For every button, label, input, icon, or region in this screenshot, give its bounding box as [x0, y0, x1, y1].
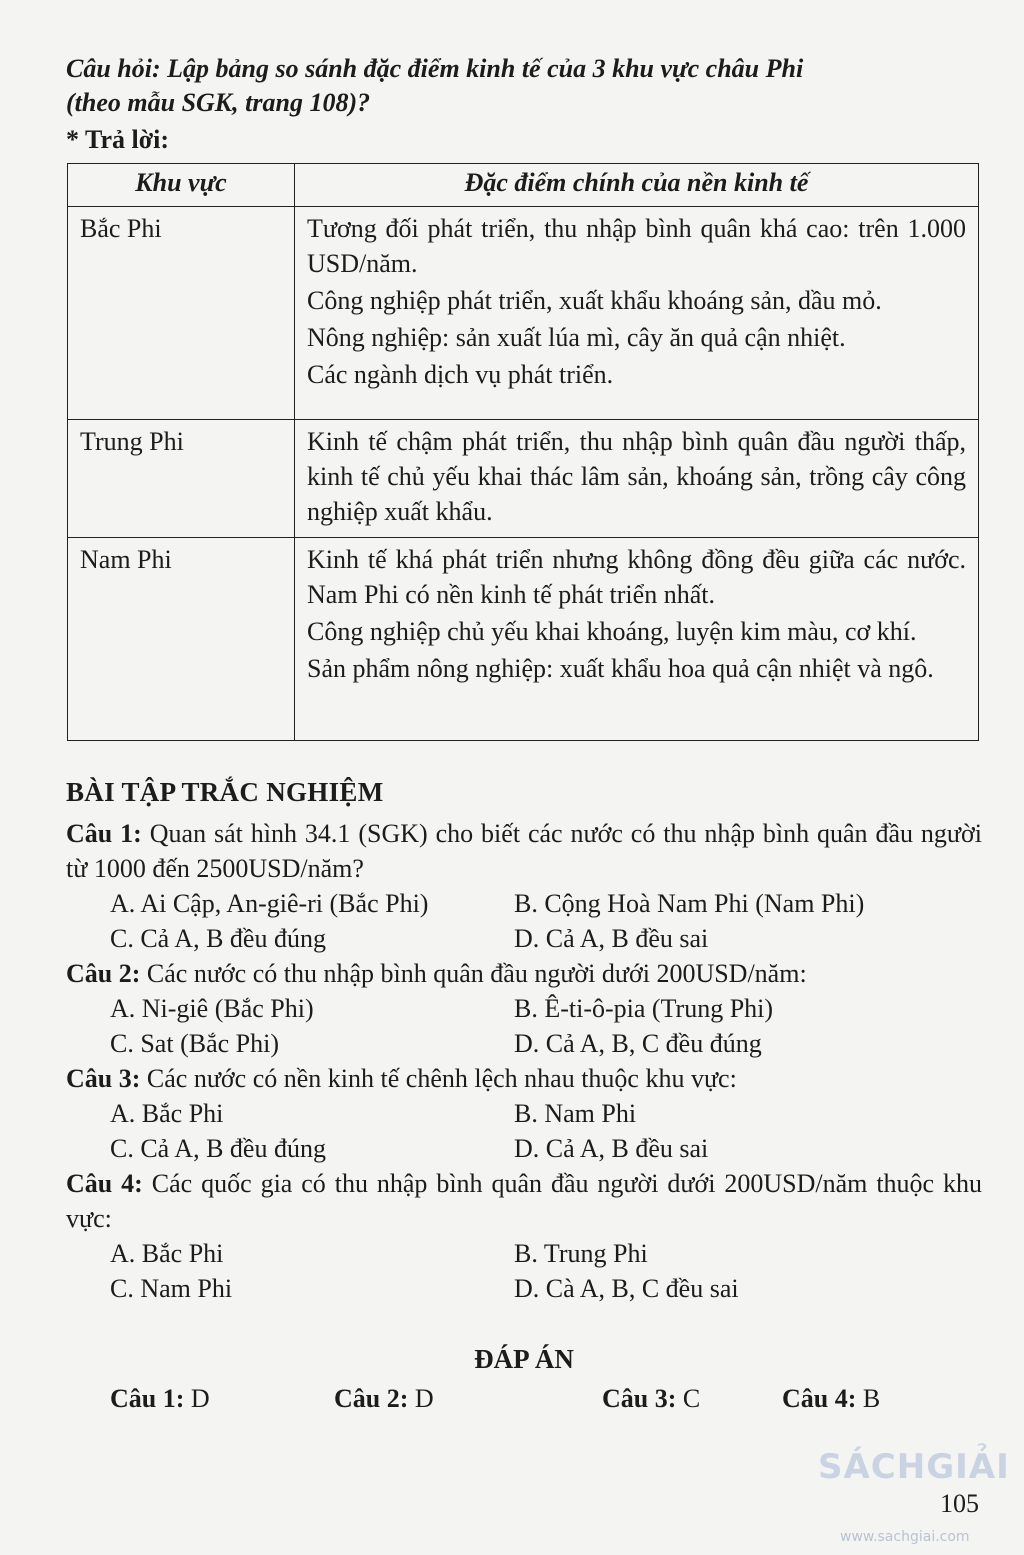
quiz-question-3 [66, 1061, 982, 1096]
answer-value: D [414, 1384, 434, 1413]
option: D. Cả A, B đều sai [514, 1134, 709, 1163]
page-content [66, 52, 982, 1421]
table-row [68, 207, 979, 420]
answer-item [602, 1381, 700, 1416]
option: D. Cả A, B đều sai [514, 924, 709, 953]
answer-label: Câu 1: [110, 1384, 185, 1413]
question-text: Các quốc gia có thu nhập bình quân đầu người dưới 200USD/năm thuộc khu vực: [66, 1169, 983, 1233]
question-line-1: Câu hỏi: Lập bảng so sánh đặc điểm kinh tế của 3 khu vực châu Phi [66, 54, 804, 83]
paragraph: Công nghiệp phát triển, xuất khẩu khoáng sản, dầu mỏ. [307, 286, 882, 315]
quiz-title: BÀI TẬP TRẮC NGHIỆM [66, 777, 384, 807]
header-region: Khu vực [68, 164, 295, 207]
option: D. Cả A, B, C đều đúng [514, 1029, 762, 1058]
question-text: Các nước có nền kinh tế chênh lệch nhau thuộc khu vực: [146, 1064, 737, 1093]
quiz-question-4 [66, 1166, 982, 1236]
option: B. Nam Phi [514, 1099, 637, 1128]
options-2 [110, 991, 982, 1061]
answer-value: D [190, 1384, 210, 1413]
options-4 [110, 1236, 982, 1306]
answer-label: Câu 2: [334, 1384, 409, 1413]
option: B. Trung Phi [514, 1239, 648, 1268]
characteristics-cell [295, 207, 979, 420]
watermark-logo [818, 1440, 1018, 1545]
region-cell: Nam Phi [68, 538, 295, 741]
header-characteristics: Đặc điểm chính của nền kinh tế [295, 164, 979, 207]
options-3 [110, 1096, 982, 1166]
table-row [68, 420, 979, 538]
paragraph: Kinh tế khá phát triển nhưng không đồng đều giữa các nước. Nam Phi có nền kinh tế phát triển nhất. [307, 545, 966, 609]
watermark-text: SÁCHGIẢI [818, 1447, 1010, 1487]
question-label: Câu 3: [66, 1064, 141, 1093]
comparison-table [67, 163, 979, 741]
option: D. Cà A, B, C đều sai [514, 1274, 739, 1303]
answer-item [110, 1381, 210, 1416]
characteristics-cell [295, 538, 979, 741]
answers-row [66, 1381, 982, 1421]
option: C. Cả A, B đều đúng [110, 924, 326, 953]
answer-value: B [862, 1384, 881, 1413]
paragraph: Các ngành dịch vụ phát triển. [307, 360, 614, 389]
paragraph: Nông nghiệp: sản xuất lúa mì, cây ăn quả cận nhiệt. [307, 323, 846, 352]
question-label: Câu 1: [66, 819, 142, 848]
question-label: Câu 2: [66, 959, 141, 988]
answer-item [334, 1381, 434, 1416]
option: A. Ni-giê (Bắc Phi) [110, 994, 314, 1023]
quiz-question-2 [66, 956, 982, 991]
answers-title: ĐÁP ÁN [474, 1344, 574, 1374]
region-cell: Bắc Phi [68, 207, 295, 420]
answer-label: * Trả lời: [66, 125, 169, 154]
option: C. Cả A, B đều đúng [110, 1134, 326, 1163]
watermark-url: www.sachgiai.com [840, 1529, 970, 1545]
answer-value: C [682, 1384, 701, 1413]
question-heading [66, 52, 982, 120]
options-1 [110, 886, 982, 956]
option: A. Bắc Phi [110, 1099, 224, 1128]
table-row [68, 538, 979, 741]
characteristics-cell [295, 420, 979, 538]
question-text: Quan sát hình 34.1 (SGK) cho biết các nước có thu nhập bình quân đầu người từ 1000 đến 2500USD/năm? [66, 819, 983, 883]
option: A. Ai Cập, An-giê-ri (Bắc Phi) [110, 889, 429, 918]
page-number: 105 [940, 1489, 979, 1518]
question-line-2: (theo mẫu SGK, trang 108)? [66, 88, 371, 117]
option: A. Bắc Phi [110, 1239, 224, 1268]
region-cell: Trung Phi [68, 420, 295, 538]
paragraph: Công nghiệp chủ yếu khai khoáng, luyện kim màu, cơ khí. [307, 617, 917, 646]
question-text: Các nước có thu nhập bình quân đầu người dưới 200USD/năm: [146, 959, 807, 988]
option: C. Nam Phi [110, 1274, 233, 1303]
quiz-question-1 [66, 816, 982, 886]
question-label: Câu 4: [66, 1169, 143, 1198]
paragraph: Tương đối phát triển, thu nhập bình quân khá cao: trên 1.000 USD/năm. [307, 214, 966, 278]
option: B. Cộng Hoà Nam Phi (Nam Phi) [514, 889, 865, 918]
option: B. Ê-ti-ô-pia (Trung Phi) [514, 994, 774, 1023]
answer-item [782, 1381, 880, 1416]
option: C. Sat (Bắc Phi) [110, 1029, 279, 1058]
answer-label: Câu 3: [602, 1384, 677, 1413]
answer-label: Câu 4: [782, 1384, 857, 1413]
table-header-row [68, 164, 979, 207]
paragraph: Sản phẩm nông nghiệp: xuất khẩu hoa quả cận nhiệt và ngô. [307, 654, 934, 683]
paragraph: Kinh tế chậm phát triển, thu nhập bình quân đầu người thấp, kinh tế chủ yếu khai thác lâm sản, khoáng sản, trồng cây công nghiệp xuất khẩu. [307, 427, 966, 526]
